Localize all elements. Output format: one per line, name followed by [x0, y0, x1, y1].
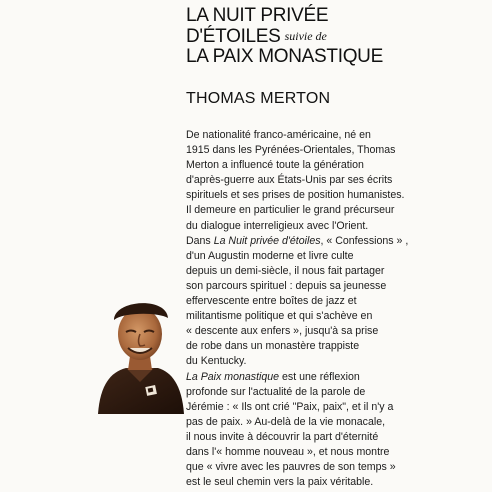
blurb-line: Merton a influencé toute la génération — [186, 159, 364, 172]
blurb-line: spirituels et ses prises de position humanistes. — [186, 189, 405, 202]
book-title-italic-1: La Nuit privée d'étoiles — [213, 234, 321, 247]
title-line-2 — [186, 26, 486, 47]
blurb-line: Jérémie : « Ils ont crié "Paix, paix", et il n'y a — [186, 400, 394, 413]
blurb-line: du Kentucky. — [186, 355, 247, 368]
blurb-line: effervescente entre boîtes de jazz et — [186, 295, 357, 308]
blurb-line: profonde sur l'actualité de la parole de — [186, 385, 366, 398]
suivie-de-text: suivie de — [284, 29, 327, 43]
author-name: THOMAS MERTON — [186, 90, 331, 107]
blurb-fragment: , « Confessions » , — [320, 234, 409, 247]
blurb-line: Il demeure en particulier le grand précurseur — [186, 204, 395, 217]
blurb-line: De nationalité franco-américaine, né en — [186, 129, 371, 141]
book-title — [186, 6, 486, 67]
blurb-line: de robe dans un monastère trappiste — [186, 340, 360, 353]
title-line-3: LA PAIX MONASTIQUE — [186, 46, 383, 67]
blurb-line: depuis un demi-siècle, il nous fait partager — [186, 264, 385, 277]
blurb-line: il nous invite à découvrir la part d'éternité — [186, 430, 379, 443]
title-line-2-text: D'ÉTOILES — [186, 26, 281, 47]
blurb-line: son parcours spirituel : depuis sa jeunesse — [186, 279, 387, 292]
blurb-line — [186, 370, 418, 385]
blurb-fragment: Dans — [186, 234, 214, 247]
blurb-line: pas de paix. » Au-delà de la vie monacale, — [186, 415, 386, 428]
blurb-line: du dialogue interreligieux avec l'Orient. — [186, 219, 369, 232]
blurb-line: est le seul chemin vers la paix véritable. — [186, 476, 374, 489]
author-photo — [96, 282, 184, 414]
blurb-line: militantisme politique et qui s'achève en — [186, 310, 373, 323]
blurb-line: que « vivre avec les pauvres de son temps » — [186, 461, 396, 474]
blurb-fragment: est une réflexion — [279, 370, 360, 383]
blurb-line: d'un Augustin moderne et livre culte — [186, 249, 354, 262]
blurb-line: 1915 dans les Pyrénées-Orientales, Thomas — [186, 144, 396, 157]
blurb-line: « descente aux enfers », jusqu'à sa prise — [186, 325, 379, 338]
blurb-line: d'après-guerre aux États-Unis par ses écrits — [186, 174, 393, 187]
blurb-line: dans l'« homme nouveau », et nous montre — [186, 445, 390, 458]
blurb-line — [186, 234, 418, 249]
title-line-1: LA NUIT PRIVÉE — [186, 5, 329, 26]
book-title-italic-2: La Paix monastique — [186, 370, 280, 383]
blurb-text — [186, 128, 418, 490]
